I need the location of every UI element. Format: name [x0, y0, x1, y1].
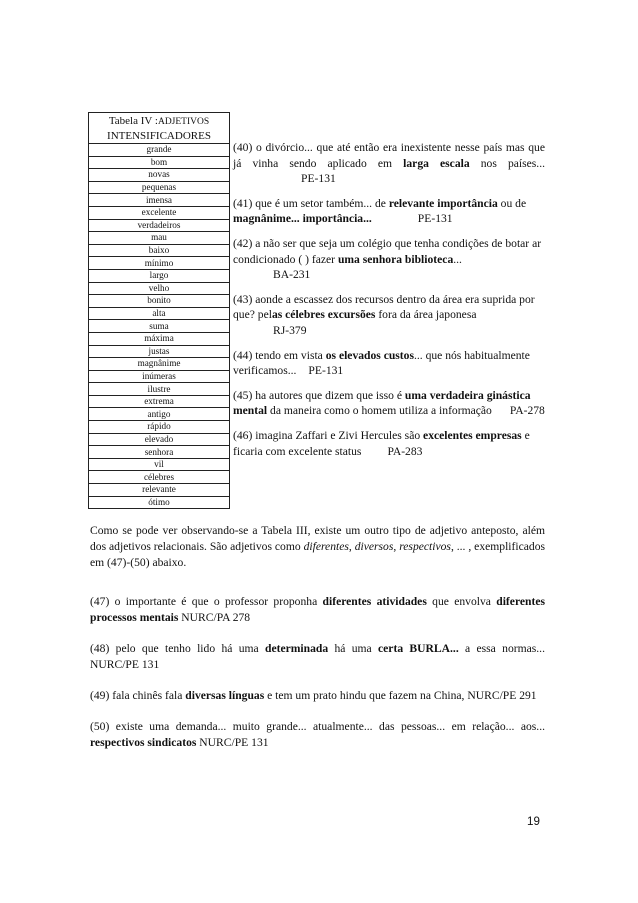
table-cell: velho: [89, 282, 230, 295]
ex40-text-2: nos países...: [469, 156, 545, 170]
ex47-bold-2: diferentes processos mentais: [90, 595, 545, 624]
ex44-text: (44) tendo em vista: [233, 348, 326, 362]
table-row: [89, 358, 230, 371]
ex46-ref: PA-283: [387, 444, 423, 458]
table-row: [89, 194, 230, 207]
body-text: [90, 523, 545, 751]
table-row: [89, 433, 230, 446]
intro-text-2: , ... , exemplificados em (47)-(50) abaixo.: [90, 540, 546, 569]
ex40-ref: PE-131: [301, 172, 336, 186]
ex46-text-2: e ficaria com excelente status: [233, 428, 530, 458]
page-number: 19: [527, 815, 540, 828]
example-47: [90, 594, 545, 626]
ex45-text: (45) ha autores que dizem que isso é: [233, 388, 405, 402]
ex43-text: (43) aonde a escassez dos recursos dentro da área era suprida por que? pel: [233, 292, 535, 322]
example-46: [233, 428, 545, 459]
ex41-ref: PE-131: [417, 212, 453, 226]
ex45-text-2: da maneira como o homem utiliza a informação: [267, 404, 492, 418]
example-41: [233, 196, 545, 227]
ex45-bold: uma verdadeira ginástica mental: [233, 388, 531, 418]
example-40: [233, 140, 545, 187]
table-cell: bom: [89, 156, 230, 169]
adjectives-table: [88, 112, 230, 509]
table-row: [89, 156, 230, 169]
ex41-bold: relevante importância: [388, 196, 498, 210]
table-cell: verdadeiros: [89, 219, 230, 232]
table-cell: excelente: [89, 206, 230, 219]
intro-italic-1: diferentes: [303, 540, 349, 553]
table-cell: imensa: [89, 194, 230, 207]
ex43-text-2: fora da área japonesa: [375, 308, 477, 322]
ex46-bold: excelentes empresas: [423, 428, 522, 442]
table-cell: bonito: [89, 295, 230, 308]
table-row: [89, 458, 230, 471]
table-row: [89, 307, 230, 320]
ex49-text: (49) fala chinês fala: [90, 689, 186, 702]
ex49-bold: diversas línguas: [185, 689, 265, 702]
table-row: [89, 370, 230, 383]
table-cell: vil: [89, 458, 230, 471]
table-cell: largo: [89, 269, 230, 282]
table-row: [89, 244, 230, 257]
table-cell: grande: [89, 144, 230, 157]
table-cell: suma: [89, 320, 230, 333]
ex47-text-3: NURC/PA 278: [178, 611, 251, 624]
table-row: [89, 320, 230, 333]
ex48-bold: determinada: [265, 642, 329, 655]
table-cell: novas: [89, 169, 230, 182]
table-cell: baixo: [89, 244, 230, 257]
ex48-text-3: a essa normas... NURC/PE 131: [90, 642, 545, 671]
ex45-ref: PA-278: [509, 404, 545, 418]
ex48-bold-2: certa BURLA...: [378, 642, 459, 655]
table-title-main: Tabela IV :: [108, 115, 158, 127]
table-cell: pequenas: [89, 181, 230, 194]
table-title-rest: ADJETIVOS: [157, 117, 210, 127]
table-row: [89, 232, 230, 245]
table-row: [89, 471, 230, 484]
ex44-ref: PE-131: [308, 364, 344, 378]
example-43: [233, 292, 545, 339]
table-cell: antigo: [89, 408, 230, 421]
table-cell: mau: [89, 232, 230, 245]
table-cell: máxima: [89, 332, 230, 345]
table-cell: extrema: [89, 395, 230, 408]
table-row: [89, 181, 230, 194]
table-cell: alta: [89, 307, 230, 320]
table-title-line2: INTENSIFICADORES: [107, 130, 211, 142]
ex49-text-2: e tem um prato hindu que fazem na China, NURC/PE 291: [264, 689, 537, 702]
table-row: [89, 169, 230, 182]
ex50-text-2: NURC/PE 131: [196, 736, 269, 749]
ex41-text-2: ou de: [497, 196, 527, 210]
ex42-text: (42) a não ser que seja um colégio que tenha condições de botar ar condicionado ( ) fazer: [233, 236, 542, 266]
ex50-text: (50) existe uma demanda... muito grande... atualmente... das pessoas... em relação... aos...: [90, 720, 545, 733]
example-48: [90, 641, 545, 673]
table-row: [89, 408, 230, 421]
ex42-text-2: ...: [453, 252, 462, 266]
ex47-text-2: que envolva: [426, 595, 497, 608]
table-row: [89, 484, 230, 497]
ex42-ref: BA-231: [273, 268, 311, 282]
intro-italic-2: diversos: [354, 540, 394, 553]
table-cell: senhora: [89, 446, 230, 459]
table-cell: ótimo: [89, 496, 230, 509]
ex44-text-2: ... que nós habitualmente verificamos...: [233, 348, 530, 378]
example-50: [90, 719, 545, 751]
table-cell: mínimo: [89, 257, 230, 270]
ex40-text: (40) o divórcio... que até então era inexistente nesse país mas que já vinha sendo aplicado em: [233, 141, 545, 170]
table-cell: rápido: [89, 421, 230, 434]
table-row: [89, 395, 230, 408]
table-cell: célebres: [89, 471, 230, 484]
intro-paragraph: [90, 523, 545, 571]
intro-sep-2: ,: [393, 540, 400, 553]
table-title: [89, 113, 230, 144]
table-row: [89, 295, 230, 308]
table-row: [89, 332, 230, 345]
table-row: [89, 144, 230, 157]
example-49: [90, 688, 545, 704]
table-row: [89, 282, 230, 295]
table-cell: magnânime: [89, 358, 230, 371]
examples-right: [233, 140, 545, 468]
table-cell: elevado: [89, 433, 230, 446]
ex43-bold: as célebres excursões: [271, 308, 376, 322]
ex47-text: (47) o importante é que o professor proponha: [90, 595, 323, 608]
table-row: [89, 496, 230, 509]
intro-sep-1: ,: [348, 540, 355, 553]
ex41-bold-2: magnânime... importância...: [233, 212, 372, 226]
table-row: [89, 257, 230, 270]
table-row: [89, 446, 230, 459]
intro-italic-3: respectivos: [399, 540, 451, 553]
ex44-bold: os elevados custos: [325, 348, 414, 362]
ex48-text: (48) pelo que tenho lido há uma: [90, 642, 265, 655]
ex43-ref: RJ-379: [273, 323, 307, 337]
table-row: [89, 269, 230, 282]
table-row: [89, 345, 230, 358]
table-cell: relevante: [89, 484, 230, 497]
ex46-text: (46) imagina Zaffari e Zivi Hercules são: [233, 428, 424, 442]
ex41-text: (41) que é um setor também... de: [233, 196, 389, 210]
example-42: [233, 236, 545, 283]
ex47-bold: diferentes atividades: [322, 595, 427, 608]
example-44: [233, 348, 545, 379]
table-row: [89, 206, 230, 219]
example-45: [233, 388, 545, 419]
table-row: [89, 421, 230, 434]
table-cell: justas: [89, 345, 230, 358]
table-row: [89, 383, 230, 396]
table-body: [89, 144, 230, 509]
ex48-text-2: há uma: [328, 642, 379, 655]
ex40-bold: larga escala: [403, 156, 470, 170]
table-cell: inúmeras: [89, 370, 230, 383]
intro-text: Como se pode ver observando-se a Tabela III, existe um outro tipo de adjetivo anteposto, além dos adjetivos relacionais. São adjetivos como: [90, 524, 545, 553]
table-cell: ilustre: [89, 383, 230, 396]
ex42-bold: uma senhora biblioteca: [337, 252, 454, 266]
table-row: [89, 219, 230, 232]
ex50-bold: respectivos sindicatos: [90, 736, 197, 749]
